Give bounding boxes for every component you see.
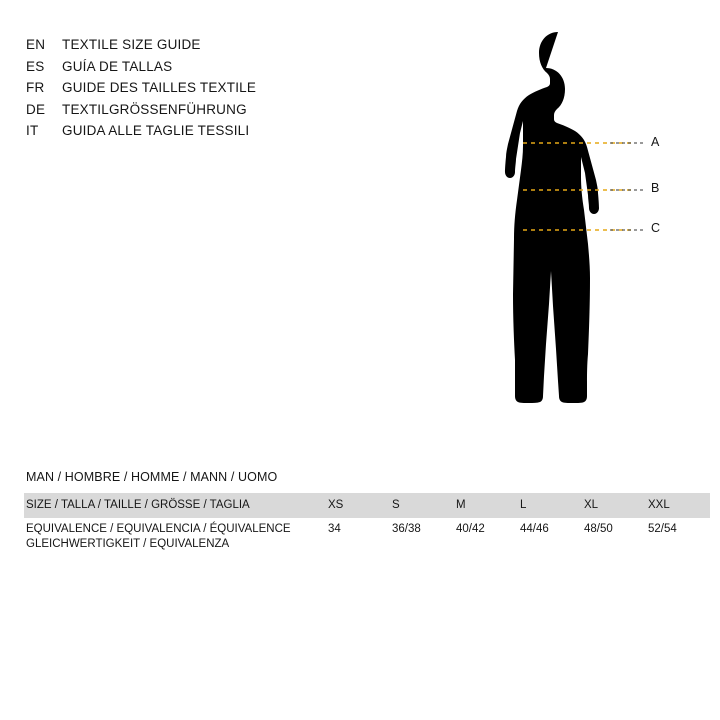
title-lang-code: IT [26,123,39,138]
title-lang-code: FR [26,80,45,95]
title-lang-code: EN [26,37,46,52]
title-line [26,120,356,142]
title-lang-text: GUIDA ALLE TAGLIE TESSILI [62,123,250,138]
measure-label-a: A [651,135,660,149]
body-measurement-figure [470,18,700,458]
table-row [24,518,710,556]
title-lang-code: DE [26,101,46,117]
equivalence-s: 36/38 [390,518,454,556]
table-header-size-l: L [518,493,582,518]
table-header-size-m: M [454,493,518,518]
title-lang-text: GUIDE DES TAILLES TEXTILE [62,80,257,95]
measure-label-b: B [651,181,660,195]
table-header-label: SIZE / TALLA / TAILLE / GRÖSSE / TAGLIA [24,493,326,518]
equivalence-xl: 48/50 [582,518,646,556]
table-header-row [24,493,710,518]
equivalence-xxl: 52/54 [646,518,710,556]
size-guide-title-block [26,34,356,142]
table-header-size-xl: XL [582,493,646,518]
title-lang-code: ES [26,58,45,74]
table-header-size-xs: XS [326,493,390,518]
title-lang-text: TEXTILGRÖSSENFÜHRUNG [62,101,247,117]
equivalence-m: 40/42 [454,518,518,556]
size-table [24,493,710,556]
title-line [26,34,356,56]
table-caption: MAN / HOMBRE / HOMME / MANN / UOMO [26,470,278,484]
title-lang-text: GUÍA DE TALLAS [62,58,173,74]
title-line [26,56,356,78]
table-row-label-line1: EQUIVALENCE / EQUIVALENCIA / ÉQUIVALENCE [26,523,291,535]
title-line [26,99,356,121]
title-lang-text: TEXTILE SIZE GUIDE [62,37,201,52]
equivalence-l: 44/46 [518,518,582,556]
equivalence-xs: 34 [326,518,390,556]
table-header-size-xxl: XXL [646,493,710,518]
table-row-label-line2: GLEICHWERTIGKEIT / EQUIVALENZA [26,538,230,550]
title-line [26,77,356,99]
male-silhouette-icon [470,18,700,458]
measure-label-c: C [651,221,661,235]
table-row-label [24,518,326,556]
table-header-size-s: S [390,493,454,518]
size-table-area [24,470,696,556]
